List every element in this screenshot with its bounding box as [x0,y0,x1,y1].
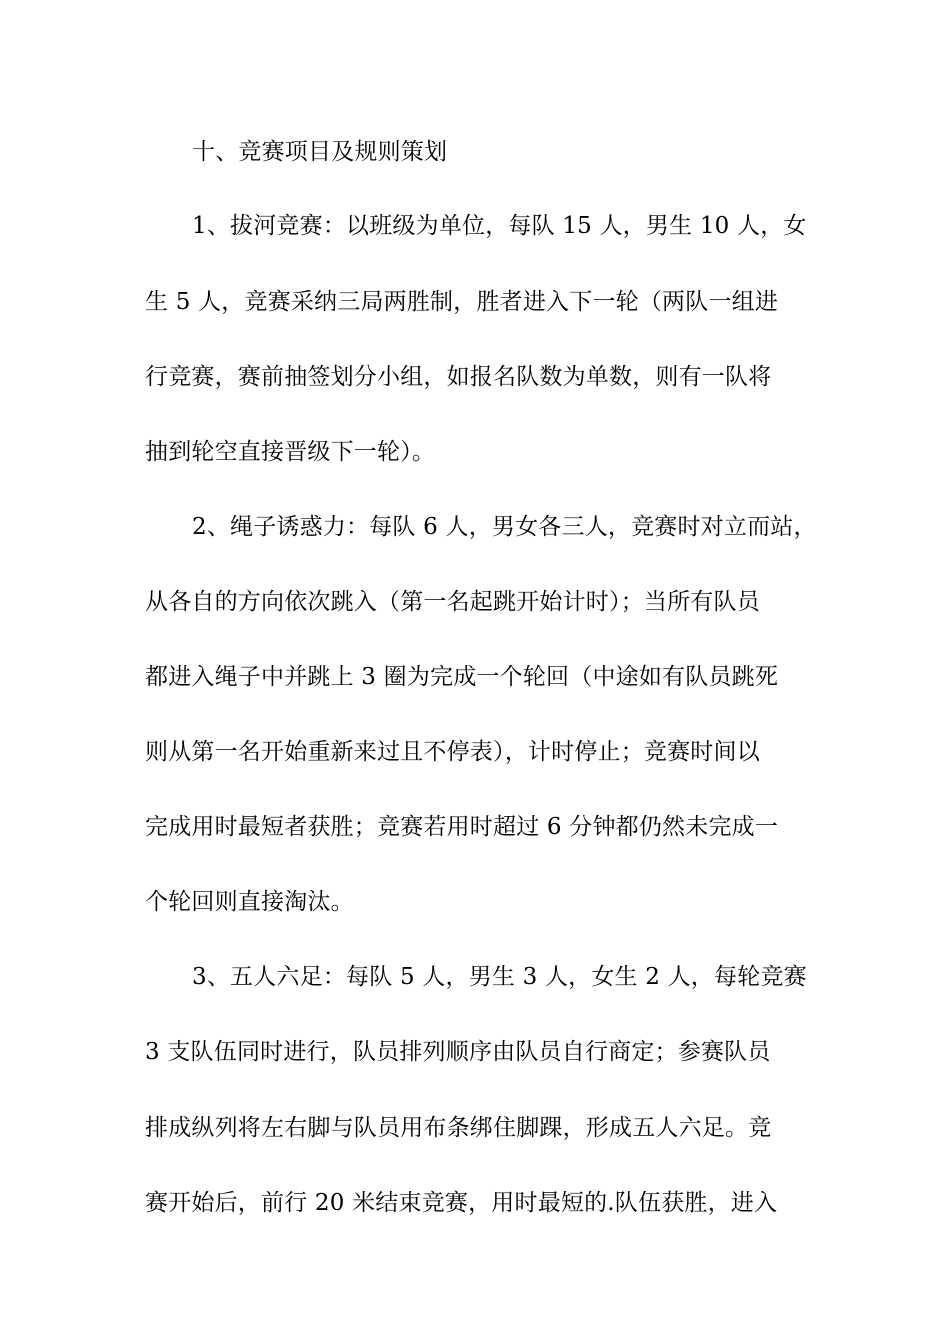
paragraph-line: 行竞赛，赛前抽签划分小组，如报名队数为单数，则有一队将 [145,364,772,390]
section-heading: 十、竞赛项目及规则策划 [192,139,448,165]
paragraph-line: 个轮回则直接淘汰。 [145,889,354,915]
paragraph-line: 排成纵列将左右脚与队员用布条绑住脚踝，形成五人六足。竞 [145,1115,772,1141]
paragraph-line: 从各自的方向依次跳入（第一名起跳开始计时）；当所有队员 [145,589,760,615]
paragraph-line: 生 5 人，竞赛采纳三局两胜制，胜者进入下一轮（两队一组进 [145,289,779,315]
paragraph-line: 1、拔河竞赛：以班级为单位，每队 15 人，男生 10 人，女 [192,213,807,239]
paragraph-line: 赛开始后，前行 20 米结束竞赛，用时最短的.队伍获胜，进入 [145,1190,778,1216]
paragraph-line: 抽到轮空直接晋级下一轮）。 [145,439,436,465]
paragraph-line: 完成用时最短者获胜；竞赛若用时超过 6 分钟都仍然未完成一 [145,814,779,840]
paragraph-line: 3 支队伍同时进行，队员排列顺序由队员自行商定；参赛队员 [145,1039,771,1065]
paragraph-line: 则从第一名开始重新来过且不停表），计时停止；竞赛时间以 [145,739,760,765]
paragraph-line: 都进入绳子中并跳上 3 圈为完成一个轮回（中途如有队员跳死 [145,664,779,690]
paragraph-line: 3、五人六足：每队 5 人，男生 3 人，女生 2 人，每轮竞赛 [192,964,807,990]
paragraph-line: 2、绳子诱惑力：每队 6 人，男女各三人，竞赛时对立而站， [192,514,817,540]
